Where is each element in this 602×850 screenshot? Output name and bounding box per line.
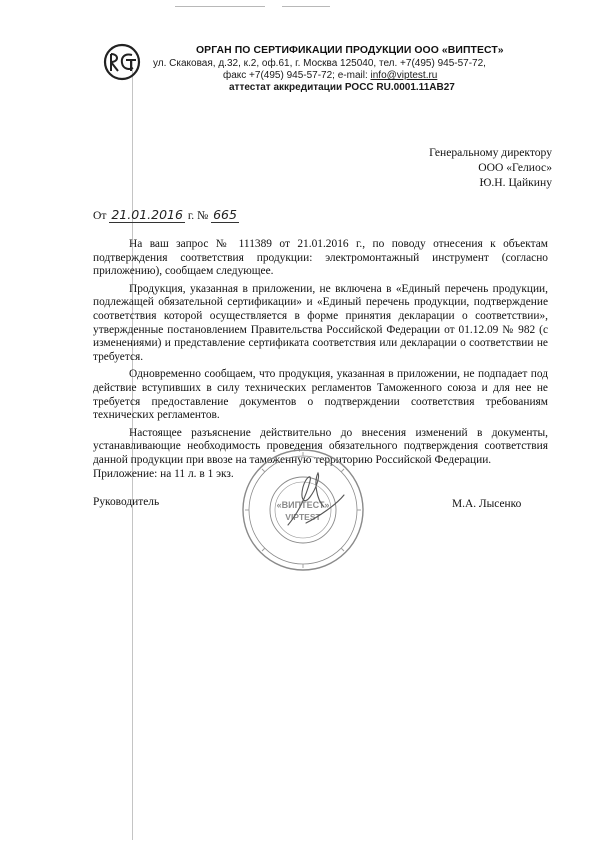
- paragraph: На ваш запрос № 111389 от 21.01.2016 г., по поводу отнесения к объектам подтверждения соответствия продукции: электромонтажный инструмент (согласно приложению), сообщаем следующее.: [93, 238, 548, 278]
- paragraph: Одновременно сообщаем, что продукция, указанная в приложении, не подпадает под действие вступивших в силу технических регламентов Таможенного союза и для нее не требуется предоставление документов о подтверждении соответствия требованиям технических регламентов.: [93, 368, 548, 422]
- stamp-center-text: «ВИПТЕСТ»: [276, 500, 330, 510]
- signer-role: Руководитель: [93, 496, 160, 508]
- org-contacts: [223, 70, 437, 81]
- recipient-company: ООО «Гелиос»: [478, 161, 552, 174]
- paragraph: Настоящее разъяснение действительно до внесения изменений в документы, устанавливающие необходимость проведения обязательного подтверждения соответствия данной продукции при ввозе на таможенную территорию Российской Федерации.: [93, 426, 548, 466]
- handwritten-date: 21.01.2016: [111, 207, 183, 222]
- email-link[interactable]: info@viptest.ru: [370, 70, 438, 81]
- letter-body: [93, 238, 548, 472]
- number-label: г. №: [187, 209, 209, 222]
- stamp-center-text-latin: VIPTEST: [285, 512, 321, 522]
- paragraph: Продукция, указанная в приложении, не включена в «Единый перечень продукции, подлежащей обязательной сертификации» и «Единый перечень продукции, подтверждение соответствия которой осуществляется в форме принятия декларации о соответствии», утвержденные постановлением Правительства Российской Федерации от 01.12.09 № 982 (с изменениями) и представление сертификата соответствия или декларации о соответствии не требуется.: [93, 282, 548, 363]
- accreditation: аттестат аккредитации РОСС RU.0001.11АВ27: [229, 82, 455, 93]
- recipient-block: [429, 145, 552, 190]
- handwritten-number: 665: [213, 207, 237, 222]
- signer-name: М.А. Лысенко: [452, 498, 522, 510]
- scan-artifact: [282, 6, 330, 7]
- outgoing-reference: [93, 207, 239, 223]
- recipient-title: Генеральному директору: [429, 146, 552, 159]
- from-label: От: [93, 209, 107, 222]
- fax-text: факс +7(495) 945-57-72; e-mail:: [223, 70, 371, 81]
- org-name: ОРГАН ПО СЕРТИФИКАЦИИ ПРОДУКЦИИ ООО «ВИПТЕСТ»: [196, 45, 504, 56]
- org-address: ул. Скаковая, д.32, к.2, оф.61, г. Москва 125040, тел. +7(495) 945-57-72,: [153, 58, 486, 69]
- attachment-note: Приложение: на 11 л. в 1 экз.: [93, 468, 234, 480]
- recipient-person: Ю.Н. Цайкину: [479, 176, 552, 189]
- round-seal-stamp: [240, 447, 366, 573]
- scan-artifact: [175, 6, 265, 7]
- rst-certification-logo-icon: [102, 42, 142, 82]
